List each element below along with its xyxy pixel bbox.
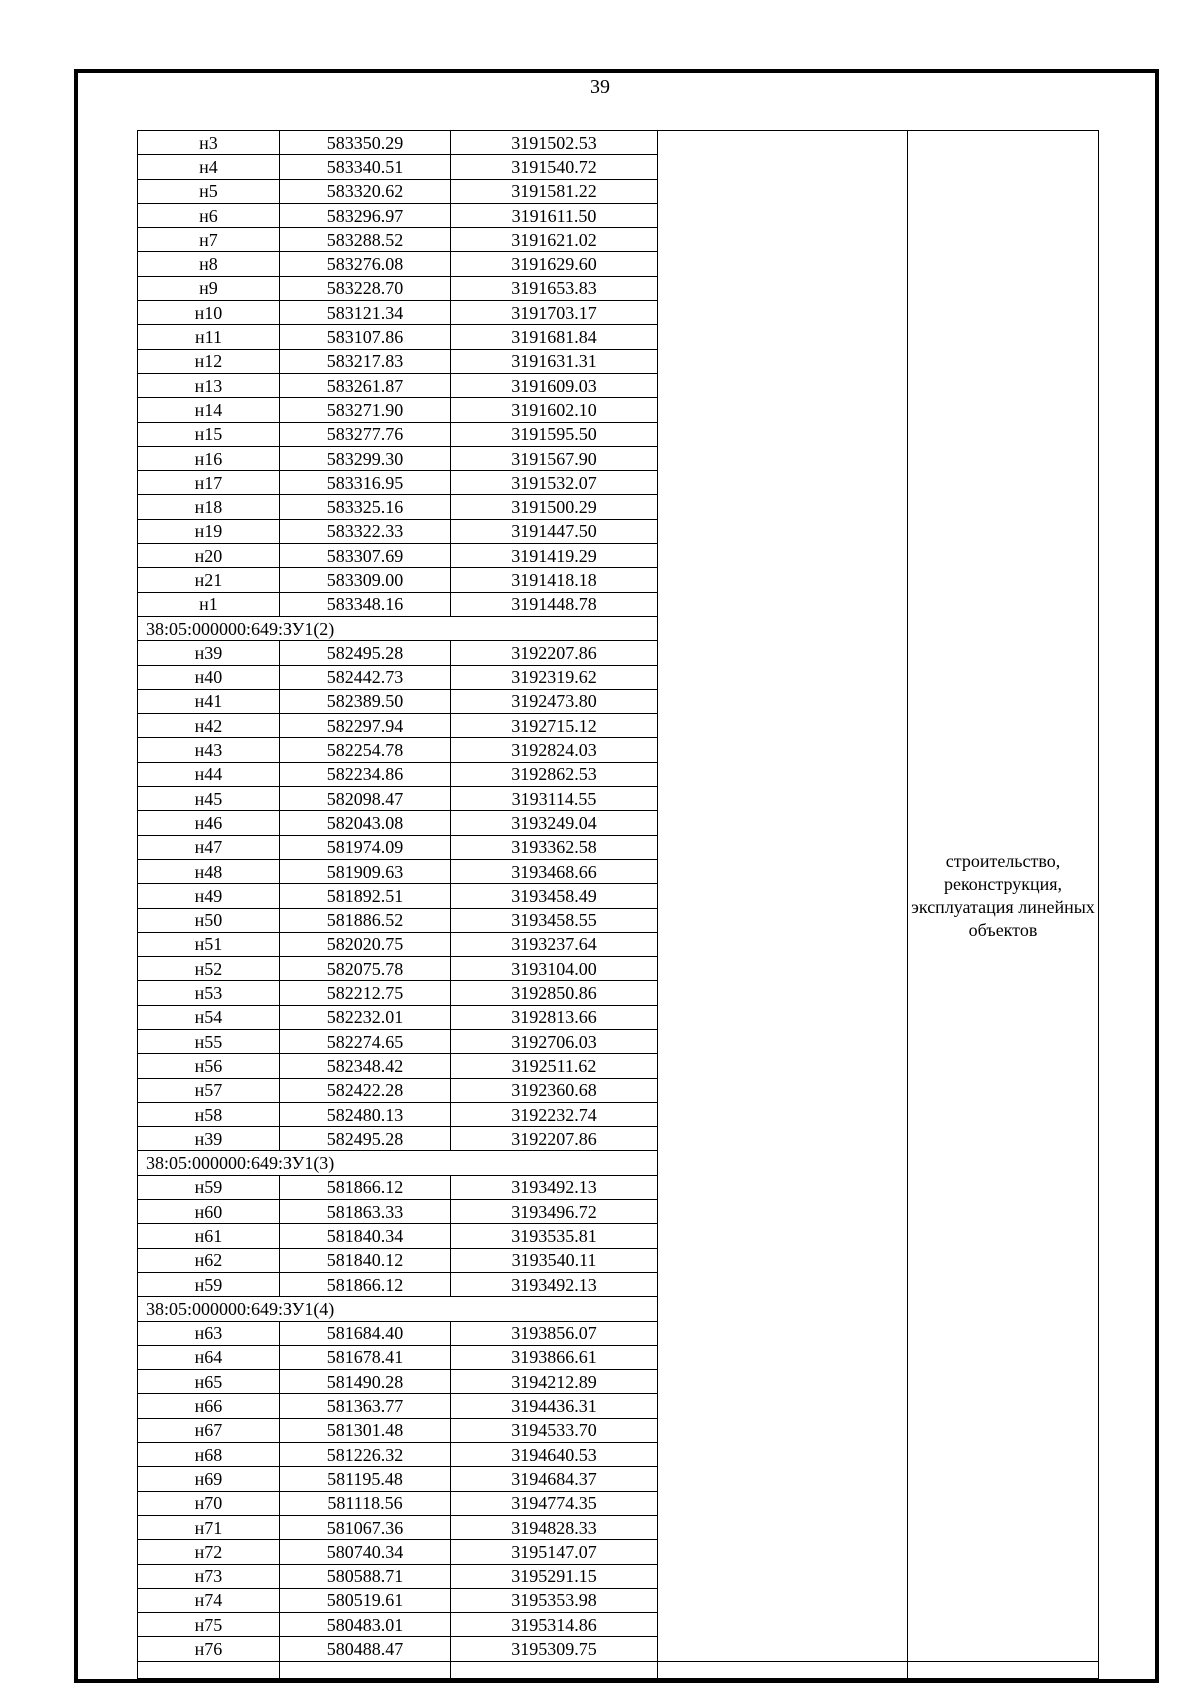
x-coordinate-cell: 582274.65 — [280, 1029, 451, 1053]
x-coordinate-cell: 583277.76 — [280, 422, 451, 446]
point-name-cell: н45 — [138, 787, 280, 811]
x-coordinate-cell: 583348.16 — [280, 592, 451, 616]
point-name-cell: н9 — [138, 276, 280, 300]
empty-cell — [280, 1661, 451, 1678]
x-coordinate-cell: 582389.50 — [280, 689, 451, 713]
point-name-cell: н50 — [138, 908, 280, 932]
point-name-cell: н47 — [138, 835, 280, 859]
y-coordinate-cell: 3192706.03 — [451, 1029, 658, 1053]
y-coordinate-cell: 3191581.22 — [451, 179, 658, 203]
x-coordinate-cell: 580740.34 — [280, 1540, 451, 1564]
y-coordinate-cell: 3192232.74 — [451, 1102, 658, 1126]
x-coordinate-cell: 582232.01 — [280, 1005, 451, 1029]
point-name-cell: н56 — [138, 1054, 280, 1078]
point-name-cell: н49 — [138, 884, 280, 908]
point-name-cell: н44 — [138, 762, 280, 786]
empty-cell — [658, 1661, 908, 1678]
point-name-cell: н21 — [138, 568, 280, 592]
point-name-cell: н11 — [138, 325, 280, 349]
empty-cell — [138, 1661, 280, 1678]
table-row — [138, 131, 1099, 155]
y-coordinate-cell: 3193458.49 — [451, 884, 658, 908]
x-coordinate-cell: 583107.86 — [280, 325, 451, 349]
y-coordinate-cell: 3195147.07 — [451, 1540, 658, 1564]
y-coordinate-cell: 3191502.53 — [451, 131, 658, 155]
point-name-cell: н12 — [138, 349, 280, 373]
y-coordinate-cell: 3195353.98 — [451, 1588, 658, 1612]
point-name-cell: н74 — [138, 1588, 280, 1612]
y-coordinate-cell: 3193492.13 — [451, 1272, 658, 1296]
point-name-cell: н46 — [138, 811, 280, 835]
y-coordinate-cell: 3193458.55 — [451, 908, 658, 932]
point-name-cell: н18 — [138, 495, 280, 519]
point-name-cell: н59 — [138, 1272, 280, 1296]
point-name-cell: н51 — [138, 932, 280, 956]
x-coordinate-cell: 582495.28 — [280, 641, 451, 665]
y-coordinate-cell: 3192715.12 — [451, 714, 658, 738]
y-coordinate-cell: 3191418.18 — [451, 568, 658, 592]
x-coordinate-cell: 581490.28 — [280, 1370, 451, 1394]
y-coordinate-cell: 3193856.07 — [451, 1321, 658, 1345]
y-coordinate-cell: 3192207.86 — [451, 1127, 658, 1151]
y-coordinate-cell: 3191609.03 — [451, 373, 658, 397]
x-coordinate-cell: 582495.28 — [280, 1127, 451, 1151]
point-name-cell: н48 — [138, 859, 280, 883]
point-name-cell: н62 — [138, 1248, 280, 1272]
point-name-cell: н10 — [138, 301, 280, 325]
x-coordinate-cell: 583309.00 — [280, 568, 451, 592]
point-name-cell: н8 — [138, 252, 280, 276]
point-name-cell: н19 — [138, 519, 280, 543]
x-coordinate-cell: 582098.47 — [280, 787, 451, 811]
y-coordinate-cell: 3193362.58 — [451, 835, 658, 859]
y-coordinate-cell: 3193114.55 — [451, 787, 658, 811]
x-coordinate-cell: 583299.30 — [280, 446, 451, 470]
point-name-cell: н64 — [138, 1345, 280, 1369]
x-coordinate-cell: 582297.94 — [280, 714, 451, 738]
x-coordinate-cell: 582212.75 — [280, 981, 451, 1005]
y-coordinate-cell: 3192813.66 — [451, 1005, 658, 1029]
y-coordinate-cell: 3192360.68 — [451, 1078, 658, 1102]
y-coordinate-cell: 3194828.33 — [451, 1515, 658, 1539]
y-coordinate-cell: 3192207.86 — [451, 641, 658, 665]
point-name-cell: н75 — [138, 1613, 280, 1637]
x-coordinate-cell: 581866.12 — [280, 1272, 451, 1296]
y-coordinate-cell: 3191532.07 — [451, 471, 658, 495]
x-coordinate-cell: 582043.08 — [280, 811, 451, 835]
y-coordinate-cell: 3194212.89 — [451, 1370, 658, 1394]
purpose-cell: строительство, реконструкция, эксплуатация линейных объектов — [908, 131, 1099, 1662]
x-coordinate-cell: 581892.51 — [280, 884, 451, 908]
point-name-cell: н53 — [138, 981, 280, 1005]
x-coordinate-cell: 583340.51 — [280, 155, 451, 179]
point-name-cell: н7 — [138, 228, 280, 252]
x-coordinate-cell: 581684.40 — [280, 1321, 451, 1345]
section-label: 38:05:000000:649:ЗУ1(4) — [138, 1297, 658, 1321]
x-coordinate-cell: 583288.52 — [280, 228, 451, 252]
x-coordinate-cell: 583271.90 — [280, 398, 451, 422]
point-name-cell: н73 — [138, 1564, 280, 1588]
y-coordinate-cell: 3194640.53 — [451, 1443, 658, 1467]
y-coordinate-cell: 3191629.60 — [451, 252, 658, 276]
point-name-cell: н6 — [138, 203, 280, 227]
y-coordinate-cell: 3191540.72 — [451, 155, 658, 179]
x-coordinate-cell: 581067.36 — [280, 1515, 451, 1539]
y-coordinate-cell: 3192511.62 — [451, 1054, 658, 1078]
y-coordinate-cell: 3193237.64 — [451, 932, 658, 956]
y-coordinate-cell: 3193249.04 — [451, 811, 658, 835]
y-coordinate-cell: 3191419.29 — [451, 544, 658, 568]
point-name-cell: н20 — [138, 544, 280, 568]
y-coordinate-cell: 3192850.86 — [451, 981, 658, 1005]
y-coordinate-cell: 3191500.29 — [451, 495, 658, 519]
x-coordinate-cell: 582254.78 — [280, 738, 451, 762]
x-coordinate-cell: 581863.33 — [280, 1200, 451, 1224]
x-coordinate-cell: 582442.73 — [280, 665, 451, 689]
y-coordinate-cell: 3192824.03 — [451, 738, 658, 762]
point-name-cell: н40 — [138, 665, 280, 689]
y-coordinate-cell: 3193496.72 — [451, 1200, 658, 1224]
point-name-cell: н58 — [138, 1102, 280, 1126]
point-name-cell: н71 — [138, 1515, 280, 1539]
point-name-cell: н17 — [138, 471, 280, 495]
y-coordinate-cell: 3195309.75 — [451, 1637, 658, 1661]
x-coordinate-cell: 583121.34 — [280, 301, 451, 325]
coordinates-table — [137, 130, 1099, 1679]
y-coordinate-cell: 3191681.84 — [451, 325, 658, 349]
x-coordinate-cell: 581840.12 — [280, 1248, 451, 1272]
point-name-cell: н69 — [138, 1467, 280, 1491]
y-coordinate-cell: 3191631.31 — [451, 349, 658, 373]
y-coordinate-cell: 3191602.10 — [451, 398, 658, 422]
y-coordinate-cell: 3192862.53 — [451, 762, 658, 786]
x-coordinate-cell: 581909.63 — [280, 859, 451, 883]
point-name-cell: н59 — [138, 1175, 280, 1199]
x-coordinate-cell: 582234.86 — [280, 762, 451, 786]
x-coordinate-cell: 583261.87 — [280, 373, 451, 397]
x-coordinate-cell: 580483.01 — [280, 1613, 451, 1637]
x-coordinate-cell: 583322.33 — [280, 519, 451, 543]
y-coordinate-cell: 3195314.86 — [451, 1613, 658, 1637]
x-coordinate-cell: 581886.52 — [280, 908, 451, 932]
point-name-cell: н61 — [138, 1224, 280, 1248]
y-coordinate-cell: 3191595.50 — [451, 422, 658, 446]
y-coordinate-cell: 3193492.13 — [451, 1175, 658, 1199]
section-label: 38:05:000000:649:ЗУ1(2) — [138, 616, 658, 640]
x-coordinate-cell: 581195.48 — [280, 1467, 451, 1491]
y-coordinate-cell: 3194436.31 — [451, 1394, 658, 1418]
point-name-cell: н16 — [138, 446, 280, 470]
x-coordinate-cell: 583276.08 — [280, 252, 451, 276]
x-coordinate-cell: 582348.42 — [280, 1054, 451, 1078]
y-coordinate-cell: 3191447.50 — [451, 519, 658, 543]
point-name-cell: н4 — [138, 155, 280, 179]
x-coordinate-cell: 581301.48 — [280, 1418, 451, 1442]
point-name-cell: н66 — [138, 1394, 280, 1418]
empty-cell — [908, 1661, 1099, 1678]
coordinates-table-body — [138, 131, 1099, 1679]
point-name-cell: н76 — [138, 1637, 280, 1661]
point-name-cell: н68 — [138, 1443, 280, 1467]
section-label: 38:05:000000:649:ЗУ1(3) — [138, 1151, 658, 1175]
x-coordinate-cell: 580519.61 — [280, 1588, 451, 1612]
y-coordinate-cell: 3193535.81 — [451, 1224, 658, 1248]
x-coordinate-cell: 581678.41 — [280, 1345, 451, 1369]
x-coordinate-cell: 580588.71 — [280, 1564, 451, 1588]
x-coordinate-cell: 581840.34 — [280, 1224, 451, 1248]
x-coordinate-cell: 581118.56 — [280, 1491, 451, 1515]
point-name-cell: н42 — [138, 714, 280, 738]
point-name-cell: н65 — [138, 1370, 280, 1394]
empty-column-cell — [658, 131, 908, 1662]
y-coordinate-cell: 3193540.11 — [451, 1248, 658, 1272]
point-name-cell: н70 — [138, 1491, 280, 1515]
y-coordinate-cell: 3194774.35 — [451, 1491, 658, 1515]
y-coordinate-cell: 3191611.50 — [451, 203, 658, 227]
x-coordinate-cell: 583316.95 — [280, 471, 451, 495]
point-name-cell: н41 — [138, 689, 280, 713]
y-coordinate-cell: 3191448.78 — [451, 592, 658, 616]
point-name-cell: н55 — [138, 1029, 280, 1053]
point-name-cell: н39 — [138, 1127, 280, 1151]
y-coordinate-cell: 3192319.62 — [451, 665, 658, 689]
y-coordinate-cell: 3191703.17 — [451, 301, 658, 325]
x-coordinate-cell: 583350.29 — [280, 131, 451, 155]
y-coordinate-cell: 3195291.15 — [451, 1564, 658, 1588]
x-coordinate-cell: 582480.13 — [280, 1102, 451, 1126]
point-name-cell: н63 — [138, 1321, 280, 1345]
point-name-cell: н57 — [138, 1078, 280, 1102]
y-coordinate-cell: 3191621.02 — [451, 228, 658, 252]
x-coordinate-cell: 583325.16 — [280, 495, 451, 519]
x-coordinate-cell: 580488.47 — [280, 1637, 451, 1661]
y-coordinate-cell: 3193468.66 — [451, 859, 658, 883]
page-number: 39 — [590, 76, 610, 98]
x-coordinate-cell: 583217.83 — [280, 349, 451, 373]
x-coordinate-cell: 581363.77 — [280, 1394, 451, 1418]
point-name-cell: н1 — [138, 592, 280, 616]
x-coordinate-cell: 582020.75 — [280, 932, 451, 956]
y-coordinate-cell: 3192473.80 — [451, 689, 658, 713]
point-name-cell: н72 — [138, 1540, 280, 1564]
x-coordinate-cell: 583320.62 — [280, 179, 451, 203]
x-coordinate-cell: 583228.70 — [280, 276, 451, 300]
empty-table-row — [138, 1661, 1099, 1678]
y-coordinate-cell: 3194533.70 — [451, 1418, 658, 1442]
point-name-cell: н67 — [138, 1418, 280, 1442]
point-name-cell: н60 — [138, 1200, 280, 1224]
y-coordinate-cell: 3194684.37 — [451, 1467, 658, 1491]
y-coordinate-cell: 3191653.83 — [451, 276, 658, 300]
y-coordinate-cell: 3193866.61 — [451, 1345, 658, 1369]
point-name-cell: н54 — [138, 1005, 280, 1029]
point-name-cell: н5 — [138, 179, 280, 203]
point-name-cell: н14 — [138, 398, 280, 422]
x-coordinate-cell: 582422.28 — [280, 1078, 451, 1102]
point-name-cell: н39 — [138, 641, 280, 665]
point-name-cell: н15 — [138, 422, 280, 446]
point-name-cell: н43 — [138, 738, 280, 762]
x-coordinate-cell: 583307.69 — [280, 544, 451, 568]
x-coordinate-cell: 582075.78 — [280, 957, 451, 981]
x-coordinate-cell: 581974.09 — [280, 835, 451, 859]
x-coordinate-cell: 581226.32 — [280, 1443, 451, 1467]
x-coordinate-cell: 583296.97 — [280, 203, 451, 227]
point-name-cell: н52 — [138, 957, 280, 981]
point-name-cell: н13 — [138, 373, 280, 397]
point-name-cell: н3 — [138, 131, 280, 155]
y-coordinate-cell: 3193104.00 — [451, 957, 658, 981]
empty-cell — [451, 1661, 658, 1678]
x-coordinate-cell: 581866.12 — [280, 1175, 451, 1199]
y-coordinate-cell: 3191567.90 — [451, 446, 658, 470]
